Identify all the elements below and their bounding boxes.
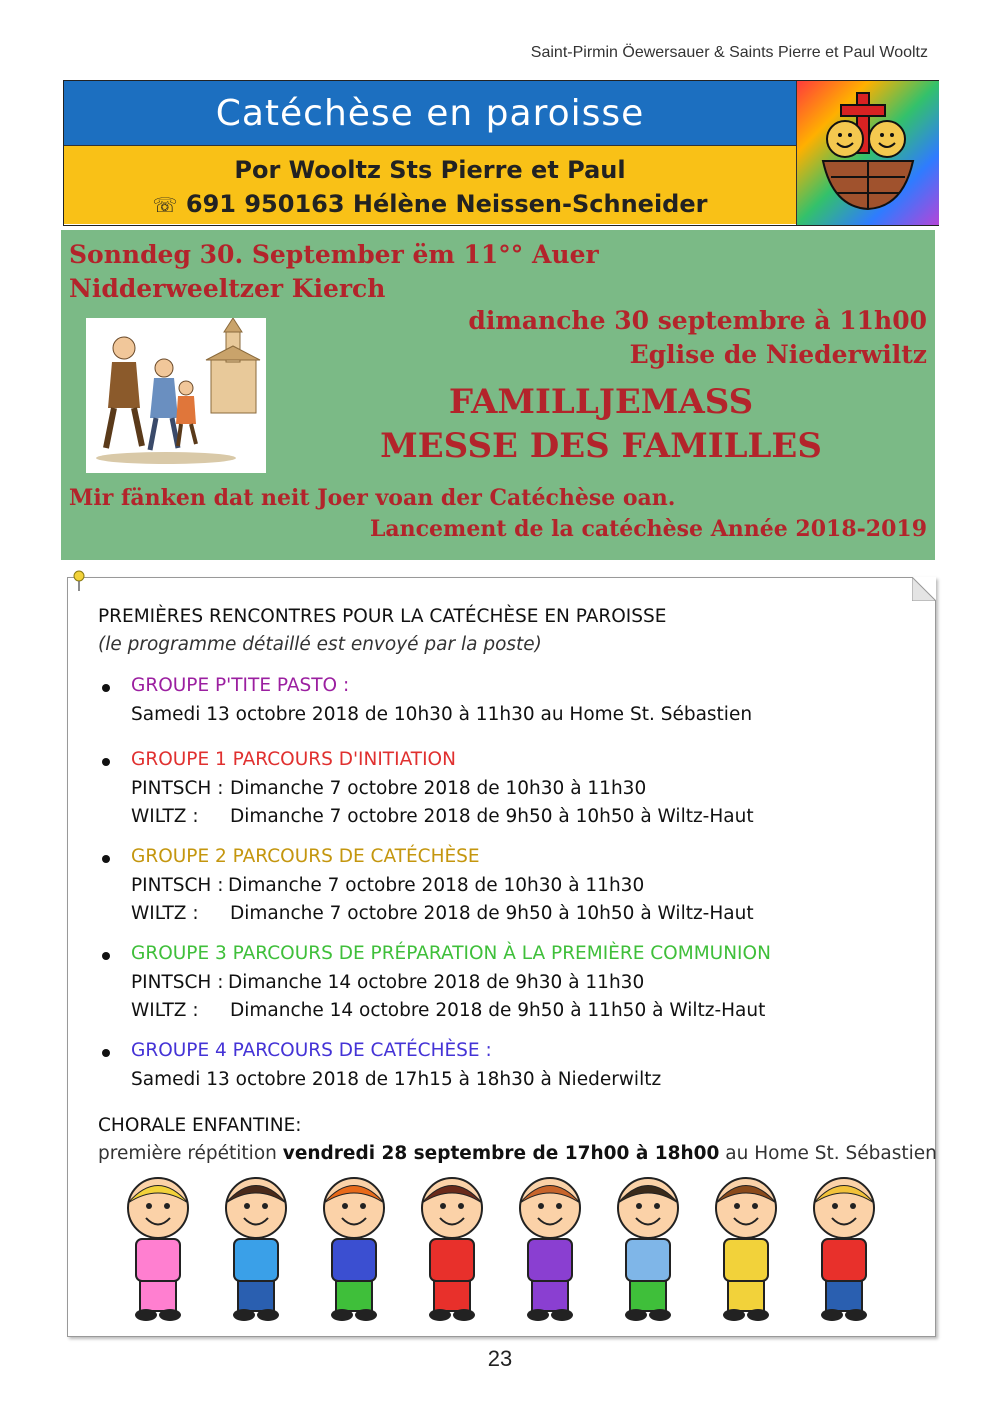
child-figure xyxy=(128,1178,188,1321)
program-note xyxy=(67,577,936,1337)
group-2-pintsch-text: Dimanche 7 octobre 2018 de 10h30 à 11h30 xyxy=(228,875,645,896)
group-3-pintsch-label: PINTSCH : xyxy=(131,972,224,993)
child-figure xyxy=(618,1178,678,1321)
boat-cross-logo-icon xyxy=(797,81,939,225)
title-fr: MESSE DES FAMILLES xyxy=(380,426,822,466)
page-header: Saint-Pirmin Öewersauer & Saints Pierre et Paul Wooltz xyxy=(530,44,928,61)
child-figure xyxy=(716,1178,776,1321)
group-1-pintsch-text: Dimanche 7 octobre 2018 de 10h30 à 11h30 xyxy=(230,778,647,799)
group-4-title: GROUPE 4 PARCOURS DE CATÉCHÈSE : xyxy=(131,1040,492,1061)
bullet xyxy=(102,1049,110,1057)
page-number: 23 xyxy=(487,1346,513,1371)
choir-post: au Home St. Sébastien xyxy=(725,1143,937,1164)
group-3-wiltz-text: Dimanche 14 octobre 2018 de 9h50 à 11h50 à Wiltz-Haut xyxy=(230,1000,766,1021)
fr-place: Eglise de Niederwiltz xyxy=(629,340,927,369)
fr-date: dimanche 30 septembre à 11h00 xyxy=(468,306,927,335)
child-figure xyxy=(226,1178,286,1321)
group-4-line: Samedi 13 octobre 2018 de 17h15 à 18h30 à Niederwiltz xyxy=(131,1069,662,1090)
choir-title: CHORALE ENFANTINE: xyxy=(98,1115,302,1136)
title-lux: FAMILLJEMASS xyxy=(448,382,754,422)
banner-contact xyxy=(64,145,796,224)
choir-line xyxy=(98,1143,937,1164)
program-subheading: (le programme détaillé est envoyé par la poste) xyxy=(98,634,542,655)
banner-parish-line: Por Wooltz Sts Pierre et Paul xyxy=(234,156,626,184)
children-illustration xyxy=(108,1163,898,1328)
group-1-title: GROUPE 1 PARCOURS D'INITIATION xyxy=(131,749,456,770)
group-2-pintsch-label: PINTSCH : xyxy=(131,875,224,896)
group-2-title: GROUPE 2 PARCOURS DE CATÉCHÈSE xyxy=(131,846,480,867)
child-figure xyxy=(422,1178,482,1321)
group-1-pintsch-label: PINTSCH : xyxy=(131,778,224,799)
catechese-logo xyxy=(796,81,939,225)
bullet xyxy=(102,684,110,692)
banner-phone-line xyxy=(64,190,796,218)
program-heading: PREMIÈRES RENCONTRES POUR LA CATÉCHÈSE EN PAROISSE xyxy=(98,606,667,627)
catechese-banner xyxy=(63,80,939,226)
pushpin-icon xyxy=(72,570,86,592)
lux-place: Nidderweeltzer Kierch xyxy=(69,274,386,303)
child-figure xyxy=(324,1178,384,1321)
group-3-wiltz-label: WILTZ : xyxy=(131,1000,199,1021)
choir-pre: première répétition xyxy=(98,1143,277,1164)
child-figure xyxy=(814,1178,874,1321)
bullet xyxy=(102,855,110,863)
banner-phone-text: 691 950163 Hélène Neissen-Schneider xyxy=(185,190,708,218)
choir-bold: vendredi 28 septembre de 17h00 à 18h00 xyxy=(282,1143,720,1164)
group-1-wiltz-text: Dimanche 7 octobre 2018 de 9h50 à 10h50 à Wiltz-Haut xyxy=(230,806,754,827)
group-2-wiltz-text: Dimanche 7 octobre 2018 de 9h50 à 10h50 à Wiltz-Haut xyxy=(230,903,754,924)
fr-note: Lancement de la catéchèse Année 2018-2019 xyxy=(369,516,927,542)
group-3-title: GROUPE 3 PARCOURS DE PRÉPARATION À LA PREMIÈRE COMMUNION xyxy=(131,943,771,964)
group-ptite-pasto-line: Samedi 13 octobre 2018 de 10h30 à 11h30 au Home St. Sébastien xyxy=(131,704,753,725)
group-ptite-pasto-title: GROUPE P'TITE PASTO : xyxy=(131,675,350,696)
phone-icon: ☏ xyxy=(152,193,178,217)
bullet xyxy=(102,758,110,766)
child-figure xyxy=(520,1178,580,1321)
group-2-wiltz-label: WILTZ : xyxy=(131,903,199,924)
banner-title: Catéchèse en paroisse xyxy=(64,81,796,145)
family-mass-panel xyxy=(61,230,935,560)
lux-date: Sonndeg 30. September ëm 11°° Auer xyxy=(69,240,599,269)
group-3-pintsch-text: Dimanche 14 octobre 2018 de 9h30 à 11h30 xyxy=(228,972,645,993)
lux-note: Mir fänken dat neit Joer voan der Catéchèse oan. xyxy=(69,485,676,511)
family-church-illustration xyxy=(86,318,266,473)
group-1-wiltz-label: WILTZ : xyxy=(131,806,199,827)
bullet xyxy=(102,952,110,960)
page-curl-icon xyxy=(912,577,936,601)
